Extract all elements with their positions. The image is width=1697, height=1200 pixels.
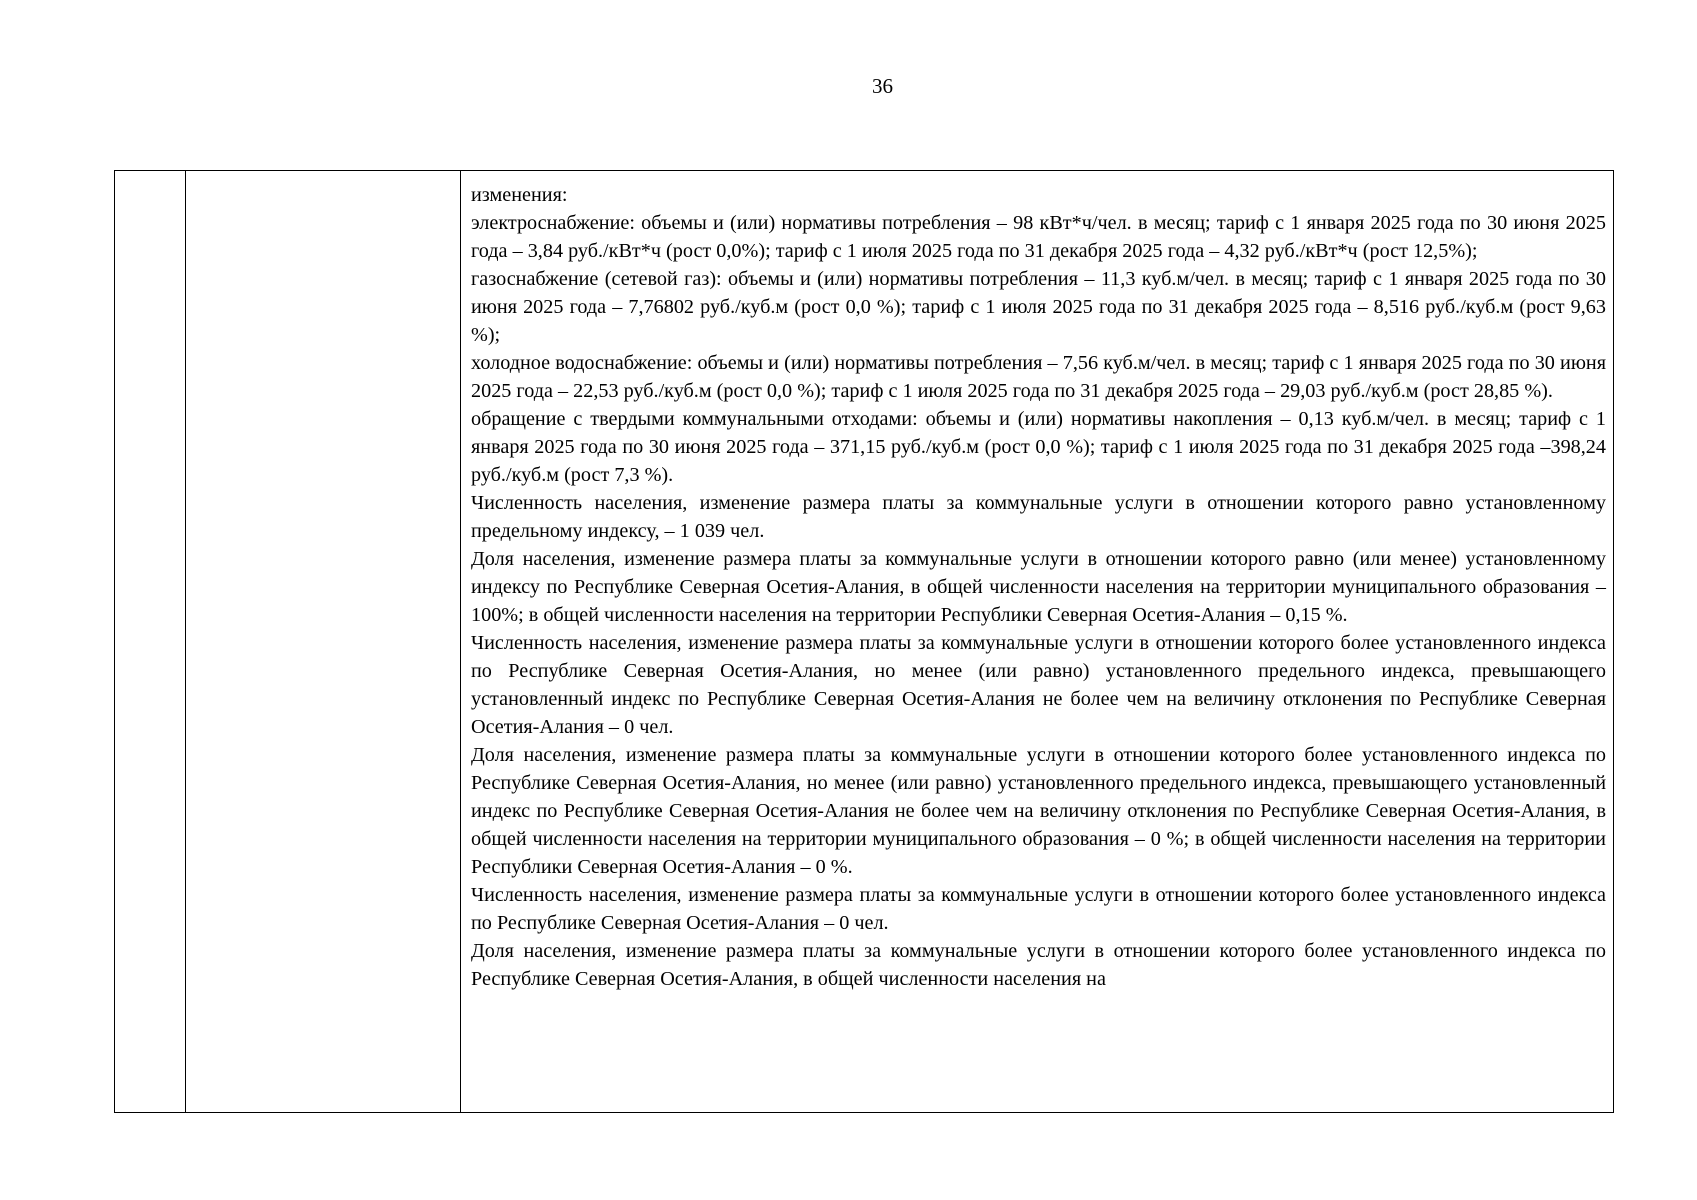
table-cell-name bbox=[186, 171, 461, 1113]
paragraph-changes-heading: изменения: bbox=[471, 184, 568, 206]
paragraph-share-above-index: Доля населения, изменение размера платы за коммунальные услуги в отношении которого более установленного индекса по Республике Северная Осетия-Алания, но менее (или равно) установленного предельного индекса, превышающего установленный индекс по Республике Северная Осетия-Алания не более чем на величину отклонения по Республике Северная Осетия-Алания, в общей численности населения на территории муниципального образования – 0 %; в общей численности населения на территории Республики Северная Осетия-Алания – 0 %. bbox=[471, 744, 1606, 878]
paragraph-cold-water: холодное водоснабжение: объемы и (или) нормативы потребления – 7,56 куб.м/чел. в месяц; тариф с 1 января 2025 года по 30 июня 2025 года – 22,53 руб./куб.м (рост 0,0 %); тариф с 1 июля 2025 года по 31 декабря 2025 года – 29,03 руб./куб.м (рост 28,85 %). bbox=[471, 352, 1606, 402]
table-cell-content bbox=[461, 171, 1614, 1113]
paragraph-gas: газоснабжение (сетевой газ): объемы и (или) нормативы потребления – 11,3 куб.м/чел. в месяц; тариф с 1 января 2025 года по 30 июня 2025 года – 7,76802 руб./куб.м (рост 0,0 %); тариф с 1 июля 2025 года по 31 декабря 2025 года – 8,516 руб./куб.м (рост 9,63 %); bbox=[471, 268, 1606, 346]
paragraph-population-equal-limit: Численность населения, изменение размера платы за коммунальные услуги в отношении которого равно установленному предельному индексу, – 1 039 чел. bbox=[471, 492, 1606, 542]
paragraph-solid-waste: обращение с твердыми коммунальными отходами: объемы и (или) нормативы накопления – 0,13 куб.м/чел. в месяц; тариф с 1 января 2025 года по 30 июня 2025 года – 371,15 руб./куб.м (рост 0,0 %); тариф с 1 июля 2025 года по 31 декабря 2025 года –398,24 руб./куб.м (рост 7,3 %). bbox=[471, 408, 1606, 486]
paragraph-share-equal-index: Доля населения, изменение размера платы за коммунальные услуги в отношении которого равно (или менее) установленному индексу по Республике Северная Осетия-Алания, в общей численности населения на территории муниципального образования – 100%; в общей численности населения на территории Республики Северная Осетия-Алания – 0,15 %. bbox=[471, 548, 1606, 626]
table-cell-number bbox=[115, 171, 186, 1113]
document-table bbox=[114, 170, 1614, 1113]
paragraph-population-above-index: Численность населения, изменение размера платы за коммунальные услуги в отношении которого более установленного индекса по Республике Северная Осетия-Алания, но менее (или равно) установленного предельного индекса, превышающего установленный индекс по Республике Северная Осетия-Алания не более чем на величину отклонения по Республике Северная Осетия-Алания – 0 чел. bbox=[471, 632, 1606, 738]
page-number: 36 bbox=[872, 74, 893, 98]
paragraph-population-exceeding: Численность населения, изменение размера платы за коммунальные услуги в отношении которого более установленного индекса по Республике Северная Осетия-Алания – 0 чел. bbox=[471, 884, 1606, 934]
table-row bbox=[115, 171, 1614, 1113]
paragraph-share-exceeding: Доля населения, изменение размера платы за коммунальные услуги в отношении которого более установленного индекса по Республике Северная Осетия-Алания, в общей численности населения на bbox=[471, 940, 1606, 990]
paragraph-electricity: электроснабжение: объемы и (или) нормативы потребления – 98 кВт*ч/чел. в месяц; тариф с 1 января 2025 года по 30 июня 2025 года – 3,84 руб./кВт*ч (рост 0,0%); тариф с 1 июля 2025 года по 31 декабря 2025 года – 4,32 руб./кВт*ч (рост 12,5%); bbox=[471, 212, 1606, 262]
